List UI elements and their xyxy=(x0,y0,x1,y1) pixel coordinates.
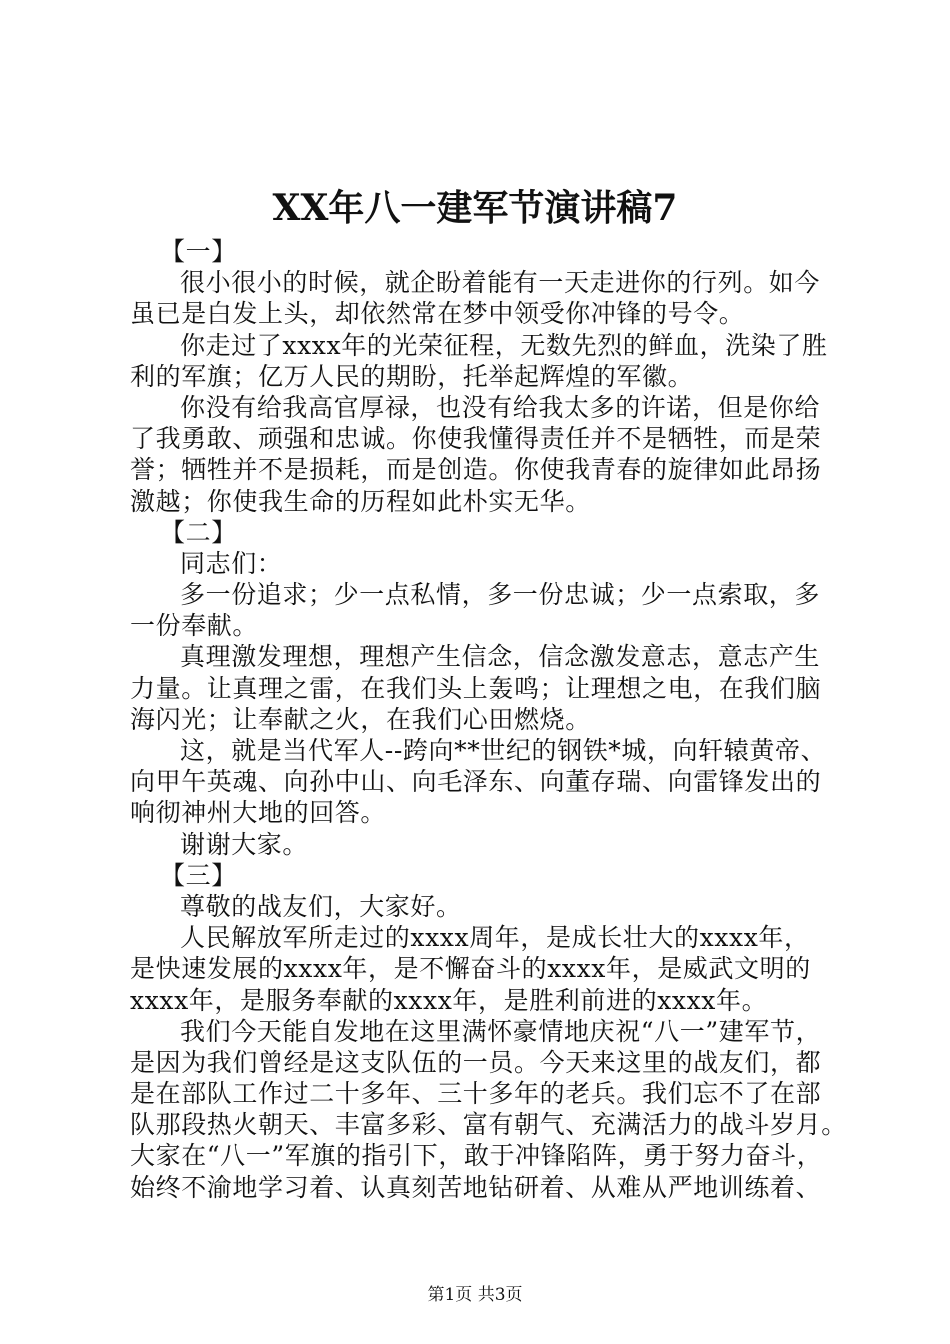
paragraph-line: 是快速发展的xxxx年，是不懈奋斗的xxxx年，是威武文明的 xyxy=(130,954,811,984)
paragraph-line: 队那段热火朝天、丰富多彩、富有朝气、充满活力的战斗岁月。 xyxy=(130,1110,847,1140)
paragraph-line: 激越；你使我生命的历程如此朴实无华。 xyxy=(130,486,591,516)
paragraph-line: 向甲午英魂、向孙中山、向毛泽东、向董存瑞、向雷锋发出的 xyxy=(130,767,822,797)
paragraph-line: 是因为我们曾经是这支队伍的一员。今天来这里的战友们，都 xyxy=(130,1047,822,1077)
paragraph-line: 同志们： xyxy=(180,548,283,578)
document-title: XX年八一建军节演讲稿7 xyxy=(272,187,678,229)
paragraph-line: 一份奉献。 xyxy=(130,611,259,641)
section-heading: 【二】 xyxy=(160,517,237,547)
paragraph-line: 是在部队工作过二十多年、三十多年的老兵。我们忘不了在部 xyxy=(130,1079,822,1109)
paragraph-line: 真理激发理想，理想产生信念，信念激发意志，意志产生 xyxy=(180,642,821,672)
section-heading: 【一】 xyxy=(160,237,237,266)
paragraph-line: 利的军旗；亿万人民的期盼，托举起辉煌的军徽。 xyxy=(130,361,694,391)
paragraph-line: 人民解放军所走过的xxxx周年，是成长壮大的xxxx年， xyxy=(180,923,810,953)
document-body xyxy=(130,236,847,1203)
paragraph-line: 你没有给我高官厚禄，也没有给我太多的许诺，但是你给 xyxy=(180,392,821,422)
section-heading: 【三】 xyxy=(160,860,237,890)
paragraph-line: 海闪光；让奉献之火，在我们心田燃烧。 xyxy=(130,704,591,734)
paragraph-line: 这，就是当代军人--跨向**世纪的钢铁*城，向轩辕黄帝、 xyxy=(180,736,827,765)
paragraph-line: 很小很小的时候，就企盼着能有一天走进你的行列。如今 xyxy=(180,268,821,298)
paragraph-line: 虽已是白发上头，却依然常在梦中领受你冲锋的号令。 xyxy=(130,299,745,329)
page-footer: 第1页 共3页 xyxy=(427,1285,523,1305)
paragraph-line: 誉；牺牲并不是损耗，而是创造。你使我青春的旋律如此昂扬 xyxy=(130,455,822,485)
paragraph-line: 大家在“八一”军旗的指引下，敢于冲锋陷阵，勇于努力奋斗， xyxy=(130,1141,823,1171)
paragraph-line: 我们今天能自发地在这里满怀豪情地庆祝“八一”建军节， xyxy=(180,1016,822,1046)
paragraph-line: 你走过了xxxx年的光荣征程，无数先烈的鲜血，洗染了胜 xyxy=(180,330,828,360)
paragraph-line: 尊敬的战友们，大家好。 xyxy=(180,891,462,921)
paragraph-line: 响彻神州大地的回答。 xyxy=(130,798,387,828)
paragraph-line: 始终不渝地学习着、认真刻苦地钻研着、从难从严地训练着、 xyxy=(130,1172,822,1202)
paragraph-line: 谢谢大家。 xyxy=(180,829,309,859)
paragraph-line: 了我勇敢、顽强和忠诚。你使我懂得责任并不是牺牲，而是荣 xyxy=(130,424,822,454)
paragraph-line: xxxx年，是服务奉献的xxxx年，是胜利前进的xxxx年。 xyxy=(130,985,768,1015)
paragraph-line: 力量。让真理之雷，在我们头上轰鸣；让理想之电，在我们脑 xyxy=(130,673,822,703)
paragraph-line: 多一份追求；少一点私情，多一份忠诚；少一点索取，多 xyxy=(180,580,821,610)
